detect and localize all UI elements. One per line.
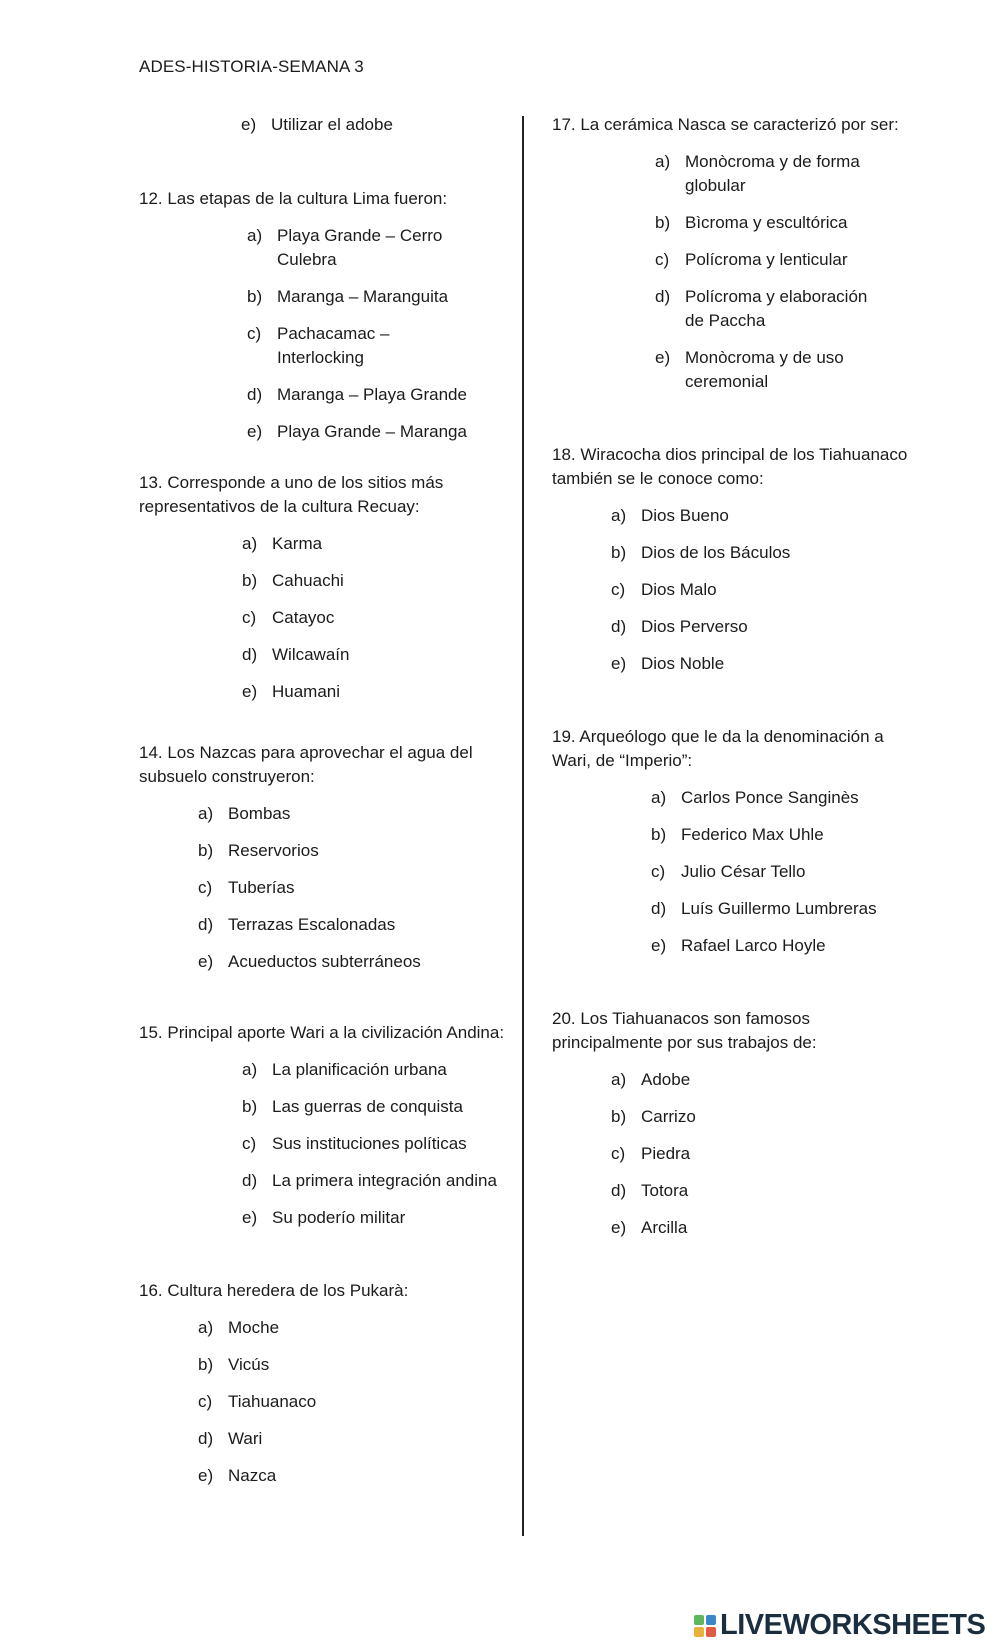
option-b[interactable]: b) Cahuachi (242, 571, 344, 590)
options-list (247, 224, 472, 444)
logo-tile-icon (706, 1615, 716, 1625)
logo-text: LIVEWORKSHEETS (720, 1609, 986, 1641)
option-e[interactable]: e) Rafael Larco Hoyle (651, 936, 826, 955)
question-text: 13. Corresponde a uno de los sitios más representativos de la cultura Recuay: (139, 473, 444, 516)
page-header: ADES-HISTORIA-SEMANA 3 (139, 57, 364, 76)
option-c[interactable]: c) Polícroma y lenticular (655, 250, 848, 269)
question-text: 17. La cerámica Nasca se caracterizó por ser: (552, 115, 899, 134)
option-a[interactable]: a) La planificación urbana (242, 1060, 447, 1079)
option-d[interactable]: d) Wilcawaín (242, 645, 350, 664)
option-c[interactable]: c) Tuberías (198, 878, 295, 897)
option-e[interactable]: e) Monòcroma y de uso ceremonial (655, 348, 844, 391)
options-list (242, 532, 469, 704)
option-d[interactable]: d) Dios Perverso (611, 617, 748, 636)
option-a[interactable]: a) Dios Bueno (611, 506, 729, 525)
option-b[interactable]: b) Reservorios (198, 841, 319, 860)
question-14 (139, 741, 479, 974)
option-d[interactable]: d) Maranga – Playa Grande (247, 385, 467, 404)
option-e[interactable]: e) Nazca (198, 1466, 277, 1485)
option-b[interactable]: b) Vicús (198, 1355, 270, 1374)
option-a[interactable]: a) Carlos Ponce Sanginès (651, 788, 859, 807)
question-18 (552, 443, 912, 676)
options-list (651, 786, 892, 958)
question-16 (139, 1279, 479, 1488)
option-c[interactable]: c) Pachacamac – Interlocking (247, 324, 390, 367)
question-19 (552, 725, 892, 958)
option-b[interactable]: b) Dios de los Báculos (611, 543, 791, 562)
option-b[interactable]: b) Carrizo (611, 1107, 696, 1126)
option-a[interactable]: a) Karma (242, 534, 323, 553)
options-list (611, 1068, 872, 1240)
question-20 (552, 1007, 872, 1240)
liveworksheets-logo[interactable] (694, 1609, 985, 1642)
option-e[interactable]: e) Huamani (242, 682, 341, 701)
options-list (198, 802, 479, 974)
option-e[interactable]: e) Utilizar el adobe (241, 115, 393, 134)
logo-tile-icon (694, 1627, 704, 1637)
question-text: 12. Las etapas de la cultura Lima fueron: (139, 189, 448, 208)
option-d[interactable]: d) Luís Guillermo Lumbreras (651, 899, 877, 918)
question-17 (552, 113, 932, 394)
option-e[interactable]: e) Dios Noble (611, 654, 725, 673)
option-d[interactable]: d) Wari (198, 1429, 263, 1448)
question-text: 20. Los Tiahuanacos son famosos principalmente por sus trabajos de: (552, 1009, 817, 1052)
options-list (611, 504, 912, 676)
option-d[interactable]: d) La primera integración andina (242, 1171, 497, 1190)
question-11-continuation (241, 113, 501, 137)
option-c[interactable]: c) Tiahuanaco (198, 1392, 317, 1411)
option-e[interactable]: e) Acueductos subterráneos (198, 952, 421, 971)
option-c[interactable]: c) Catayoc (242, 608, 335, 627)
question-text: 19. Arqueólogo que le da la denominación a Wari, de “Imperio”: (552, 727, 884, 770)
option-b[interactable]: b) Federico Max Uhle (651, 825, 824, 844)
question-text: 14. Los Nazcas para aprovechar el agua del subsuelo construyeron: (139, 743, 473, 786)
options-list (198, 1316, 479, 1488)
option-e[interactable]: e) Playa Grande – Maranga (247, 422, 467, 441)
question-13 (139, 471, 469, 704)
option-e[interactable]: e) Arcilla (611, 1218, 688, 1237)
option-b[interactable]: b) Bìcroma y escultórica (655, 213, 848, 232)
column-divider (522, 116, 524, 1536)
option-c[interactable]: c) Sus instituciones políticas (242, 1134, 467, 1153)
option-d[interactable]: d) Terrazas Escalonadas (198, 915, 396, 934)
question-text: 15. Principal aporte Wari a la civilización Andina: (139, 1023, 505, 1042)
question-text: 16. Cultura heredera de los Pukarà: (139, 1281, 409, 1300)
option-a[interactable]: a) Bombas (198, 804, 291, 823)
option-d[interactable]: d) Totora (611, 1181, 689, 1200)
option-c[interactable]: c) Julio César Tello (651, 862, 806, 881)
options-list (655, 150, 880, 394)
option-a[interactable]: a) Moche (198, 1318, 280, 1337)
liveworksheets-icon (694, 1615, 716, 1637)
options-list (241, 113, 501, 137)
question-text: 18. Wiracocha dios principal de los Tiahuanaco también se le conoce como: (552, 445, 908, 488)
options-list (242, 1058, 514, 1230)
option-e[interactable]: e) Su poderío militar (242, 1208, 406, 1227)
logo-tile-icon (694, 1615, 704, 1625)
question-12 (139, 187, 499, 444)
option-b[interactable]: b) Las guerras de conquista (242, 1097, 463, 1116)
option-a[interactable]: a) Adobe (611, 1070, 691, 1089)
option-d[interactable]: d) Polícroma y elaboración de Paccha (655, 287, 868, 330)
option-a[interactable]: a) Monòcroma y de forma globular (655, 152, 860, 195)
option-b[interactable]: b) Maranga – Maranguita (247, 287, 449, 306)
option-a[interactable]: a) Playa Grande – Cerro Culebra (247, 226, 443, 269)
option-c[interactable]: c) Dios Malo (611, 580, 717, 599)
question-15 (139, 1021, 514, 1230)
option-c[interactable]: c) Piedra (611, 1144, 691, 1163)
logo-tile-icon (706, 1627, 716, 1637)
